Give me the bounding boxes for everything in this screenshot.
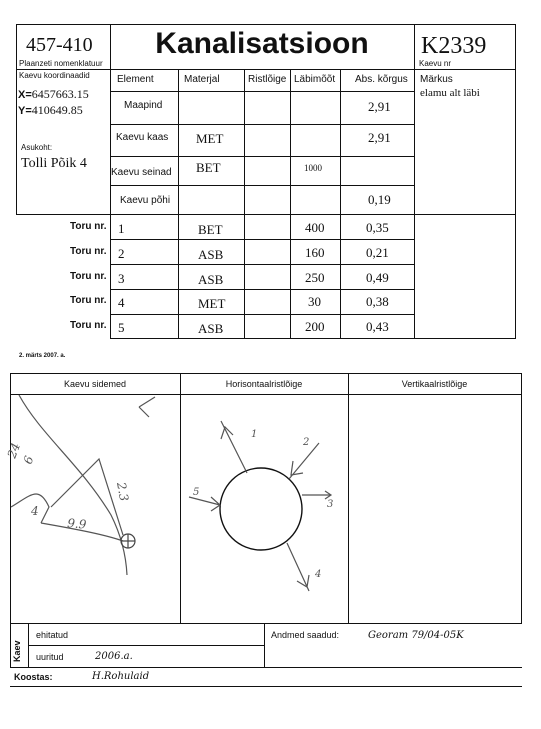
row-height-bottom: 0,19 [368,192,391,207]
coordinate-x-label: X= [18,89,32,101]
location-label: Asukoht: [21,143,53,152]
pipe-mark: 4 [315,569,322,580]
coordinate-y-value: 410649.85 [31,103,83,117]
location-value: Tolli Põik 4 [21,156,87,171]
coordinate-x [18,87,89,102]
row-label-ground: Maapind [124,100,163,111]
pipe-diameter: 400 [305,220,325,235]
pipe-label: Toru nr. [70,246,107,257]
col-sketch-horizontal: Horisontaalristlõige [225,379,303,389]
pipe-arrow-2 [289,443,319,479]
compiler-value: H.Rohulaid [92,671,150,682]
col-header-cross: Ristlõige [248,74,287,85]
pipe-height: 0,38 [366,294,389,309]
tick-mark [139,397,155,417]
source-value: Georam 79/04-05K [368,630,464,641]
pipe-diameter: 30 [308,294,321,309]
pipe-arrow-4 [287,543,309,591]
well-symbol [121,534,135,548]
well-caption: Kaevu nr [419,59,452,68]
pipe-material: BET [198,222,223,237]
coordinate-y [18,103,83,118]
ties-sketch [4,395,180,623]
kaev-label: Kaev [12,640,22,662]
coordinate-x-value: 6457663.15 [31,87,89,101]
tie-value: 9.9 [66,516,87,532]
col-header-remark: Märkus [420,74,453,85]
row-label-bottom: Kaevu põhi [120,195,171,206]
col-header-material: Materjal [184,74,220,85]
pipe-material: ASB [198,321,224,336]
col-header-diameter: Läbimõõt [294,74,336,85]
row-label-cover: Kaevu kaas [116,132,169,143]
tie-value: 24 [4,440,24,461]
tie-value: 2.3 [114,481,132,503]
pipe-arrow-1 [221,421,247,473]
pipe-nr: 2 [118,246,125,261]
pipe-height: 0,49 [366,270,389,285]
pipe-diameter: 250 [305,270,325,285]
tie-value: 4 [31,504,39,518]
tie-value: 6 [20,454,37,467]
pipe-label: Toru nr. [70,320,107,331]
coordinate-y-label: Y= [18,105,32,117]
row-height-ground: 2,91 [368,99,391,114]
row-height-cover: 2,91 [368,130,391,145]
horizontal-section-sketch [181,395,348,623]
well-number: K2339 [421,33,487,59]
row-material-cover: MET [196,131,224,146]
surveyed-label: uuritud [36,652,64,662]
compiler-label: Koostas: [14,672,53,682]
pipe-material: ASB [198,247,224,262]
col-sketch-ties: Kaevu sidemed [63,379,127,389]
pipe-mark: 5 [193,487,200,498]
pipe-nr: 5 [118,320,125,335]
pipe-height: 0,21 [366,245,389,260]
col-header-element: Element [117,74,154,85]
pipe-nr: 1 [118,221,125,236]
pipe-mark: 2 [303,437,310,448]
row-label-walls: Kaevu seinad [111,167,172,178]
coordinates-label: Kaevu koordinaadid [19,71,90,80]
col-sketch-vertical: Vertikaalristlõige [401,379,468,389]
pipe-nr: 4 [118,295,125,310]
tie-line-diag [51,459,123,535]
built-label: ehitatud [36,630,69,640]
pipe-height: 0,43 [366,319,389,334]
pipe-diameter: 200 [305,319,325,334]
well-circle [220,468,302,550]
document-date: 2. märts 2007. a. [19,353,66,359]
pipe-material: MET [198,296,226,311]
page-title: Kanalisatsioon [155,27,369,60]
sheet-caption: Plaanzeti nomenklatuur [19,59,103,68]
pipe-height: 0,35 [366,220,389,235]
pipe-label: Toru nr. [70,271,107,282]
source-label: Andmed saadud: [271,630,340,640]
remark-value: elamu alt läbi [420,87,480,99]
col-header-height: Abs. kõrgus [355,74,408,85]
pipe-mark: 1 [251,429,258,440]
surveyed-value: 2006.a. [95,651,133,662]
pipe-diameter: 160 [305,245,325,260]
pipe-material: ASB [198,272,224,287]
row-material-walls: BET [196,160,221,175]
pipe-label: Toru nr. [70,295,107,306]
pipe-arrow-5 [189,497,220,511]
sheet-number: 457-410 [26,34,93,56]
pipe-label: Toru nr. [70,221,107,232]
pipe-mark: 3 [327,499,334,510]
pipe-nr: 3 [118,271,125,286]
row-diameter-walls: 1000 [304,163,322,173]
tie-line-left [11,494,49,523]
pipe-arrow-3 [302,491,331,499]
